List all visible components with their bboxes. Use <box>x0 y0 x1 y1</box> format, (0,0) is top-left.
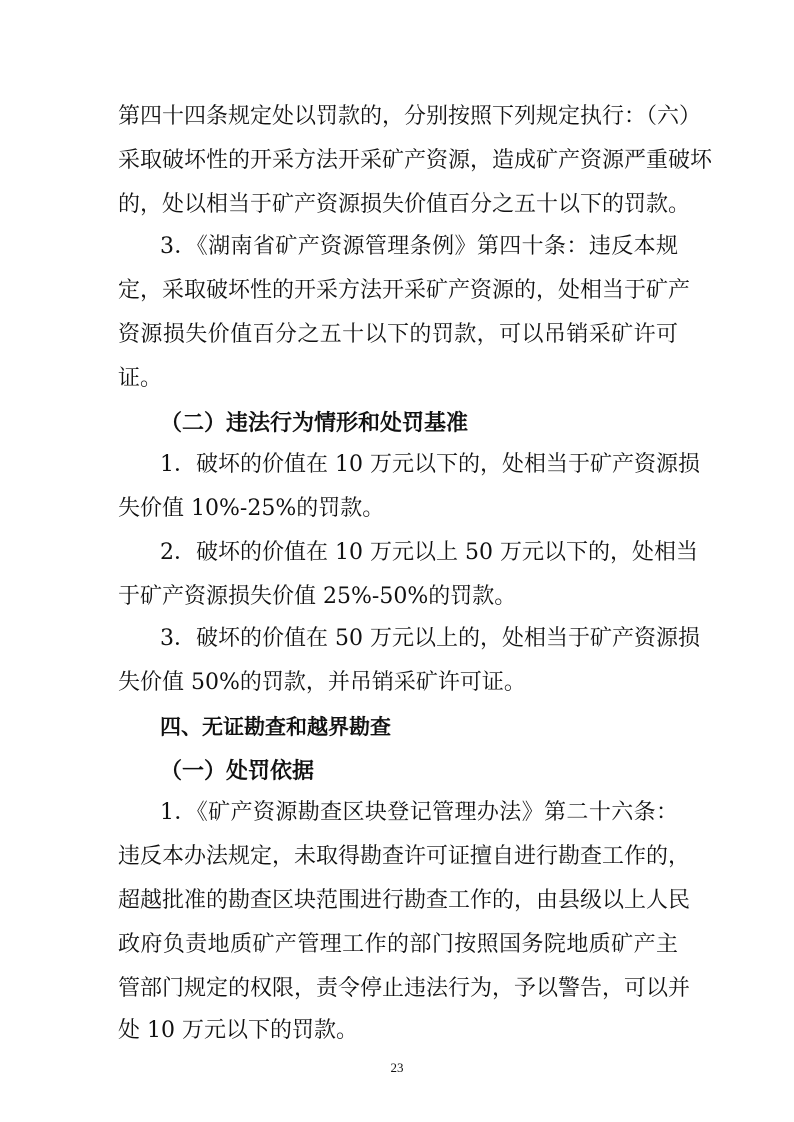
paragraph-line: 管部门规定的权限，责令停止违法行为，予以警告，可以并 <box>118 976 691 1001</box>
paragraph-line: 处 10 万元以下的罚款。 <box>118 1018 358 1043</box>
paragraph-line: 定，采取破坏性的开采方法开采矿产资源的，处相当于矿产 <box>118 278 691 303</box>
paragraph-line: 失价值 10%-25%的罚款。 <box>118 496 385 521</box>
paragraph-line: 失价值 50%的罚款，并吊销采矿许可证。 <box>118 670 526 695</box>
paragraph-line: 违反本办法规定，未取得勘查许可证擅自进行勘查工作的， <box>118 844 691 869</box>
paragraph-line: 证。 <box>118 366 163 391</box>
paragraph-line: 超越批准的勘查区块范围进行勘查工作的，由县级以上人民 <box>118 888 691 913</box>
paragraph-line: 资源损失价值百分之五十以下的罚款，可以吊销采矿许可 <box>118 322 678 347</box>
paragraph-line: 1．《矿产资源勘查区块登记管理办法》第二十六条： <box>160 800 678 825</box>
paragraph-line: 2．破坏的价值在 10 万元以上 50 万元以下的，处相当 <box>160 540 698 565</box>
paragraph-line: 1．破坏的价值在 10 万元以下的，处相当于矿产资源损 <box>160 452 700 477</box>
chapter-heading: 四、无证勘查和越界勘查 <box>160 715 391 739</box>
paragraph-line: 的，处以相当于矿产资源损失价值百分之五十以下的罚款。 <box>118 192 691 217</box>
page-number: 23 <box>390 1060 404 1075</box>
section-heading: （二）违法行为情形和处罚基准 <box>160 410 469 436</box>
paragraph-line: 3．破坏的价值在 50 万元以上的，处相当于矿产资源损 <box>160 626 700 651</box>
paragraph-line: 第四十四条规定处以罚款的，分别按照下列规定执行：（六） <box>118 104 702 129</box>
paragraph-line: 政府负责地质矿产管理工作的部门按照国务院地质矿产主 <box>118 932 678 957</box>
paragraph-line: 采取破坏性的开采方法开采矿产资源，造成矿产资源严重破坏 <box>118 148 713 173</box>
paragraph-line: 3．《湖南省矿产资源管理条例》第四十条：违反本规 <box>160 234 678 259</box>
section-heading: （一）处罚依据 <box>160 758 315 784</box>
paragraph-line: 于矿产资源损失价值 25%-50%的罚款。 <box>118 584 517 609</box>
